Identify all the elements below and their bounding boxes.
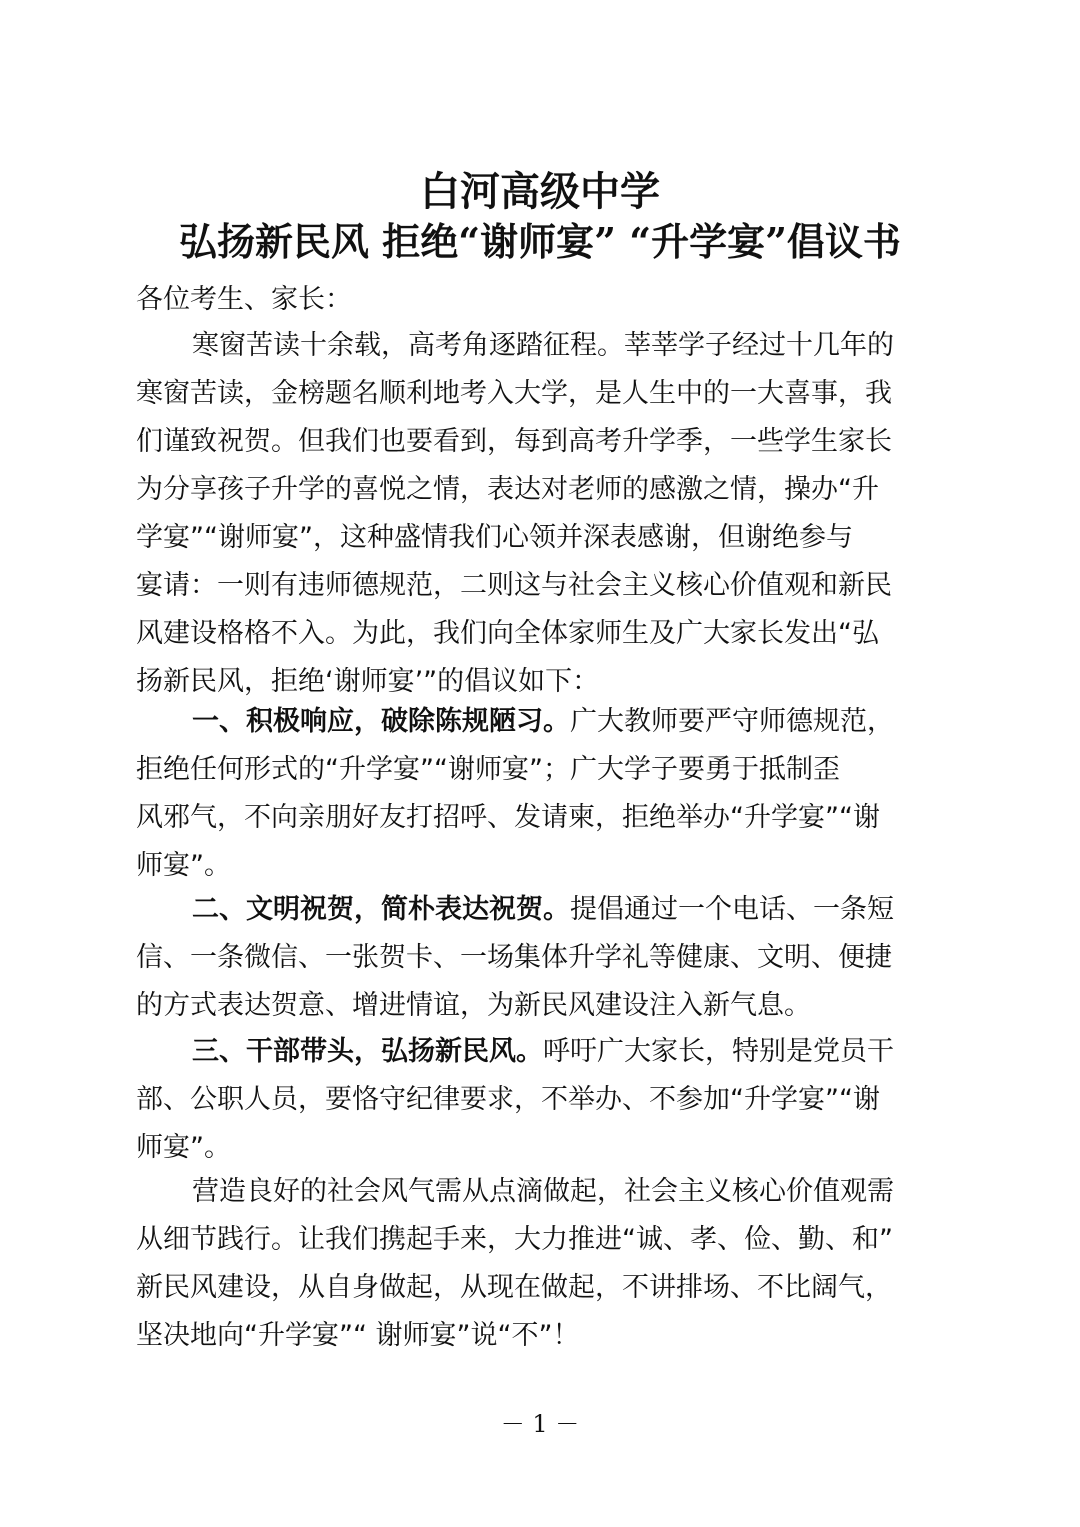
proposal-title: 弘扬新民风 拒绝“谢师宴” “升学宴”倡议书 [179, 219, 901, 264]
paragraph-line: 学宴”“谢师宴”，这种盛情我们心领并深表感谢，但谢绝参与 [136, 522, 853, 553]
item-1-paragraph [136, 698, 948, 890]
paragraph-line: 宴请：一则有违师德规范，二则这与社会主义核心价值观和新民 [136, 570, 892, 601]
paragraph-line: 风建设格格不入。为此，我们向全体家师生及广大家长发出“弘 [136, 618, 879, 649]
paragraph-line: 拒绝任何形式的“升学宴”“谢师宴”；广大学子要勇于抵制歪 [136, 754, 840, 785]
school-title: 白河高级中学 [420, 168, 660, 215]
item-2-text: 提倡通过一个电话、一条短 [570, 894, 894, 925]
paragraph-line: 师宴”。 [136, 1132, 231, 1163]
paragraph-line [136, 1028, 948, 1076]
paragraph-line: 坚决地向“升学宴”“ 谢师宴”说“不”！ [136, 1320, 580, 1351]
paragraph-line: 新民风建设，从自身做起，从现在做起，不讲排场、不比阔气， [136, 1272, 892, 1303]
paragraph-line: 风邪气，不向亲朋好友打招呼、发请柬，拒绝举办“升学宴”“谢 [136, 802, 880, 833]
paragraph-line [136, 698, 948, 746]
item-3-paragraph [136, 1028, 948, 1172]
paragraph-line [136, 886, 948, 934]
paragraph-line: 从细节践行。让我们携起手来，大力推进“诚、孝、俭、勤、和” [136, 1224, 893, 1255]
closing-paragraph [136, 1168, 948, 1360]
paragraph-line: 寒窗苦读十余载，高考角逐踏征程。莘莘学子经过十几年的 [192, 330, 894, 361]
paragraph-line: 们谨致祝贺。但我们也要看到，每到高考升学季，一些学生家长 [136, 426, 892, 457]
item-3-text: 呼吁广大家长，特别是党员干 [543, 1036, 894, 1067]
paragraph-line: 的方式表达贺意、增进情谊，为新民风建设注入新气息。 [136, 990, 811, 1021]
paragraph-line: 信、一条微信、一张贺卡、一场集体升学礼等健康、文明、便捷 [136, 942, 892, 973]
item-2-paragraph [136, 886, 948, 1030]
salutation: 各位考生、家长： [136, 284, 352, 315]
item-1-heading: 一、积极响应，破除陈规陋习。 [192, 706, 570, 737]
item-2-heading: 二、文明祝贺，简朴表达祝贺。 [192, 894, 570, 925]
paragraph-line: 营造良好的社会风气需从点滴做起，社会主义核心价值观需 [192, 1176, 894, 1207]
paragraph-line: 部、公职人员，要恪守纪律要求，不举办、不参加“升学宴”“谢 [136, 1084, 880, 1115]
paragraph-line: 师宴”。 [136, 850, 231, 881]
page-number: － 1 － [500, 1410, 580, 1438]
item-3-heading: 三、干部带头，弘扬新民风。 [192, 1036, 543, 1067]
paragraph-line: 扬新民风，拒绝‘谢师宴’”的倡议如下： [136, 666, 600, 697]
item-1-text: 广大教师要严守师德规范， [570, 706, 894, 737]
paragraph-line: 寒窗苦读，金榜题名顺利地考入大学，是人生中的一大喜事，我 [136, 378, 892, 409]
paragraph-line: 为分享孩子升学的喜悦之情，表达对老师的感激之情，操办“升 [136, 474, 879, 505]
intro-paragraph [136, 322, 948, 706]
